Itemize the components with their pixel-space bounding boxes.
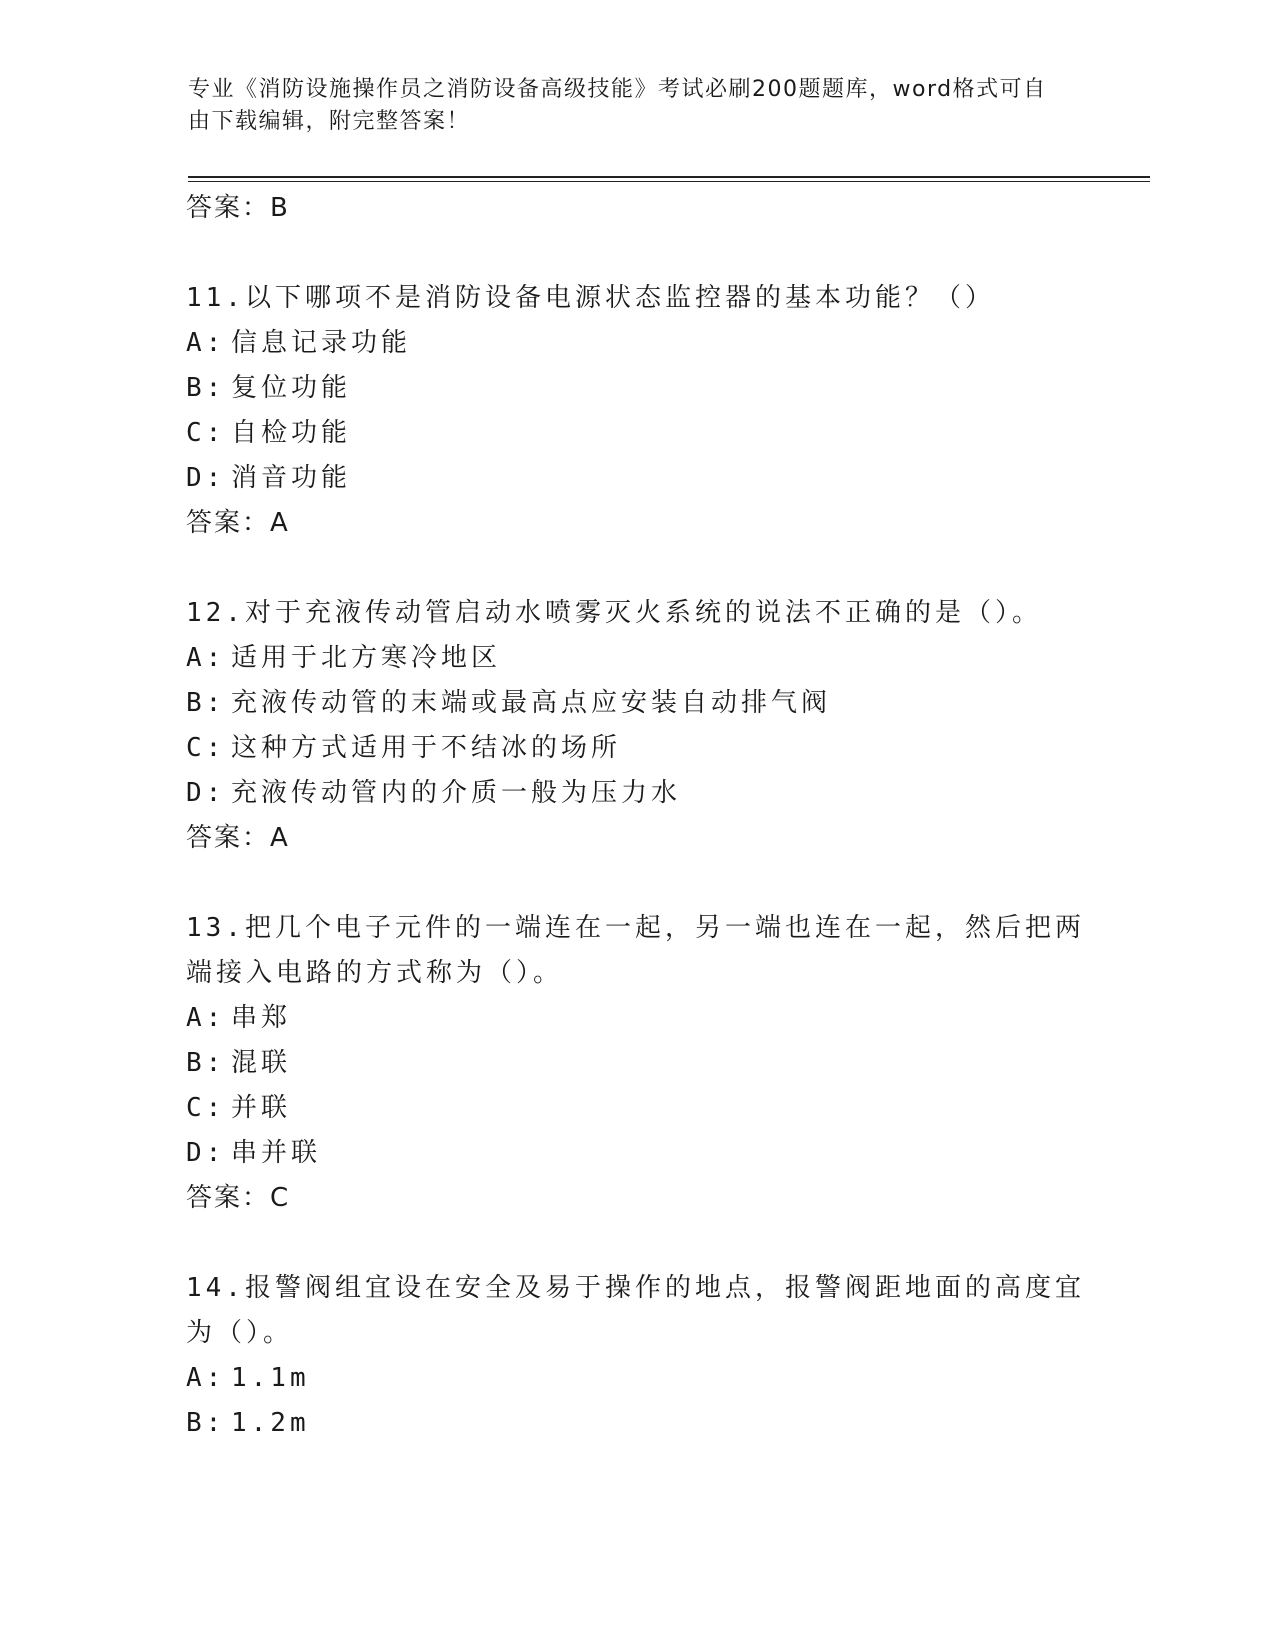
option-text: 消音功能 xyxy=(231,463,352,493)
option-text: 并联 xyxy=(231,1093,292,1123)
option-text: 1.1m xyxy=(231,1363,310,1393)
question-14 xyxy=(186,1266,1086,1446)
option-a xyxy=(186,996,1086,1041)
option-b xyxy=(186,681,1086,726)
option-text: 串郑 xyxy=(231,1003,292,1033)
option-text: 信息记录功能 xyxy=(231,328,412,358)
option-letter: C: xyxy=(186,418,226,448)
question-text: 14.报警阀组宜设在安全及易于操作的地点，报警阀距地面的高度宜为（）。 xyxy=(186,1273,1085,1348)
option-letter: A: xyxy=(186,1363,226,1393)
document-header: 专业《消防设施操作员之消防设备高级技能》考试必刷200题题库，word格式可自由下载编辑，附完整答案！ xyxy=(188,77,1047,134)
previous-answer: 答案：B xyxy=(186,193,290,223)
option-text: 混联 xyxy=(231,1048,292,1078)
option-letter: A: xyxy=(186,643,226,673)
question-text: 12.对于充液传动管启动水喷雾灭火系统的说法不正确的是（）。 xyxy=(186,598,1042,628)
question-text: 13.把几个电子元件的一端连在一起，另一端也连在一起，然后把两端接入电路的方式称为（）。 xyxy=(186,913,1085,988)
option-letter: A: xyxy=(186,328,226,358)
option-letter: D: xyxy=(186,463,226,493)
option-text: 复位功能 xyxy=(231,373,352,403)
option-letter: B: xyxy=(186,1408,226,1438)
answer-line: 答案：A xyxy=(186,508,290,538)
header-divider-thin xyxy=(188,181,1150,182)
header-divider-thick xyxy=(188,176,1150,178)
option-b xyxy=(186,366,1086,411)
option-letter: B: xyxy=(186,688,226,718)
question-11 xyxy=(186,276,1086,546)
answer-line: 答案：A xyxy=(186,823,290,853)
option-a xyxy=(186,1356,1086,1401)
option-a xyxy=(186,321,1086,366)
question-12 xyxy=(186,591,1086,861)
option-text: 自检功能 xyxy=(231,418,352,448)
option-c xyxy=(186,411,1086,456)
option-c xyxy=(186,726,1086,771)
option-b xyxy=(186,1041,1086,1086)
option-letter: C: xyxy=(186,1093,226,1123)
option-text: 这种方式适用于不结冰的场所 xyxy=(231,733,622,763)
question-text: 11.以下哪项不是消防设备电源状态监控器的基本功能？（） xyxy=(186,283,995,313)
option-letter: A: xyxy=(186,1003,226,1033)
option-b xyxy=(186,1401,1086,1446)
option-d xyxy=(186,771,1086,816)
option-text: 适用于北方寒冷地区 xyxy=(231,643,502,673)
option-letter: C: xyxy=(186,733,226,763)
option-letter: B: xyxy=(186,373,226,403)
option-c xyxy=(186,1086,1086,1131)
option-a xyxy=(186,636,1086,681)
option-d xyxy=(186,456,1086,501)
option-text: 充液传动管的末端或最高点应安装自动排气阀 xyxy=(231,688,832,718)
question-list xyxy=(186,186,1086,1446)
option-text: 1.2m xyxy=(231,1408,310,1438)
option-letter: D: xyxy=(186,778,226,808)
question-13 xyxy=(186,906,1086,1221)
answer-line: 答案：C xyxy=(186,1183,291,1213)
option-letter: D: xyxy=(186,1138,226,1168)
option-d xyxy=(186,1131,1086,1176)
option-letter: B: xyxy=(186,1048,226,1078)
option-text: 串并联 xyxy=(231,1138,322,1168)
option-text: 充液传动管内的介质一般为压力水 xyxy=(231,778,682,808)
